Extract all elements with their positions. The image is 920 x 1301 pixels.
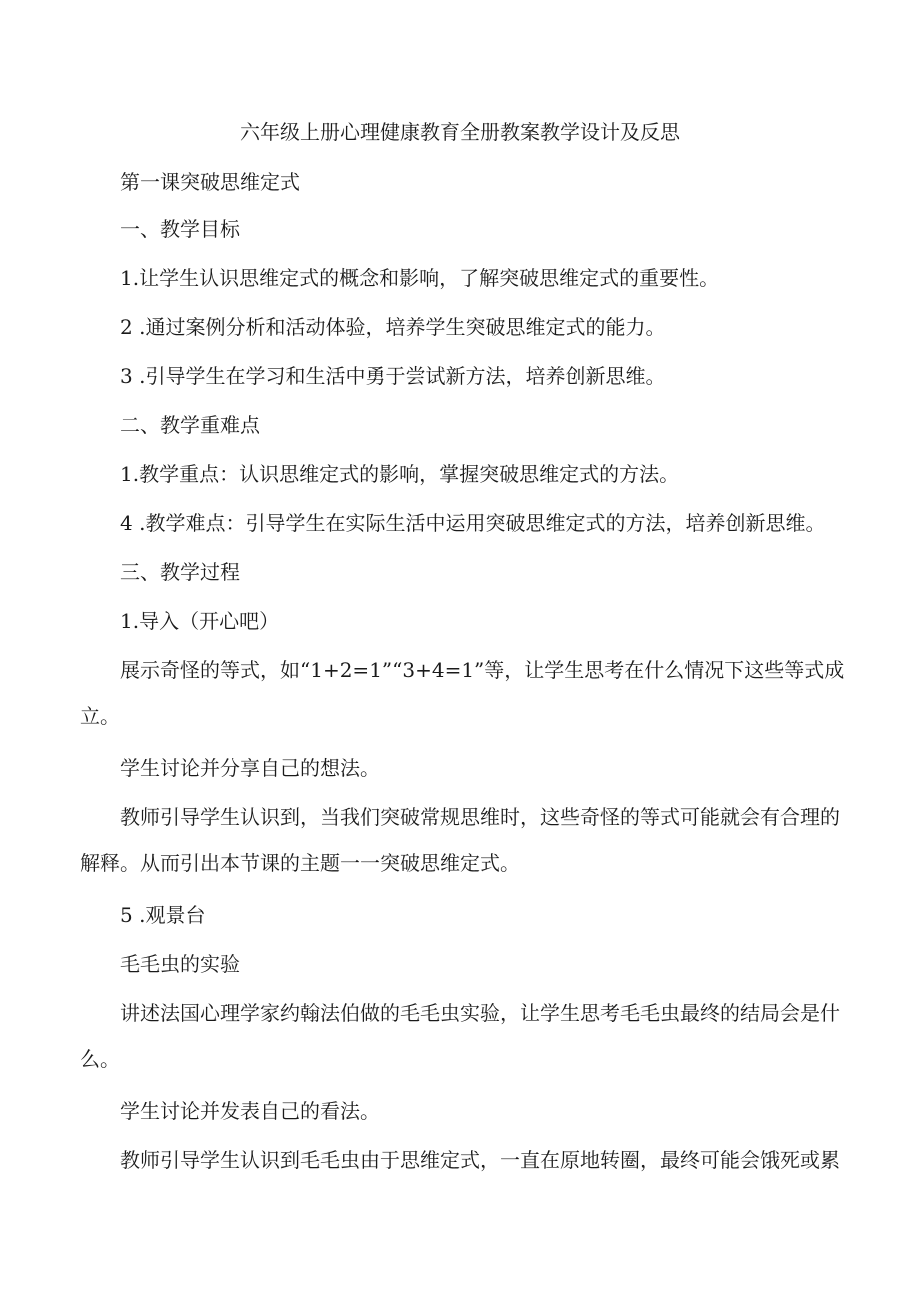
section-heading-objectives: 一、教学目标 <box>120 217 240 241</box>
intro-paragraph-equations: 展示奇怪的等式，如“1+2=1”“3+4=1”等，让学生思考在什么情况下这些等式成立。 <box>80 658 845 728</box>
difficulty-item: 4 .教学难点：引导学生在实际生活中运用突破思维定式的方法，培养创新思维。 <box>120 511 826 535</box>
section-heading-process: 三、教学过程 <box>120 560 240 584</box>
section-heading-key-points: 二、教学重难点 <box>120 413 260 437</box>
caterpillar-paragraph-story: 讲述法国心理学家约翰法伯做的毛毛虫实验，让学生思考毛毛虫最终的结局会是什么。 <box>80 1001 840 1071</box>
caterpillar-paragraph-discuss: 学生讨论并发表自己的看法。 <box>120 1099 380 1123</box>
key-point-item: 1.教学重点：认识思维定式的影响，掌握突破思维定式的方法。 <box>120 462 680 486</box>
document-title: 六年级上册心理健康教育全册教案教学设计及反思 <box>240 120 680 144</box>
intro-paragraph-teacher: 教师引导学生认识到，当我们突破常规思维时，这些奇怪的等式可能就会有合理的解释。从而引出本节课的主题一一突破思维定式。 <box>80 805 840 875</box>
process-step-observation: 5 .观景台 <box>120 903 206 927</box>
objective-item-3: 3 .引导学生在学习和生活中勇于尝试新方法，培养创新思维。 <box>120 364 666 388</box>
process-step-intro: 1.导入（开心吧） <box>120 609 280 633</box>
objective-item-2: 2 .通过案例分析和活动体验，培养学生突破思维定式的能力。 <box>120 315 666 339</box>
intro-paragraph-discuss: 学生讨论并分享自己的想法。 <box>120 756 380 780</box>
caterpillar-paragraph-teacher: 教师引导学生认识到毛毛虫由于思维定式，一直在原地转圈，最终可能会饿死或累 <box>120 1148 840 1172</box>
caterpillar-heading: 毛毛虫的实验 <box>120 952 240 976</box>
objective-item-1: 1.让学生认识思维定式的概念和影响，了解突破思维定式的重要性。 <box>120 266 720 290</box>
lesson-heading: 第一课突破思维定式 <box>120 170 300 194</box>
